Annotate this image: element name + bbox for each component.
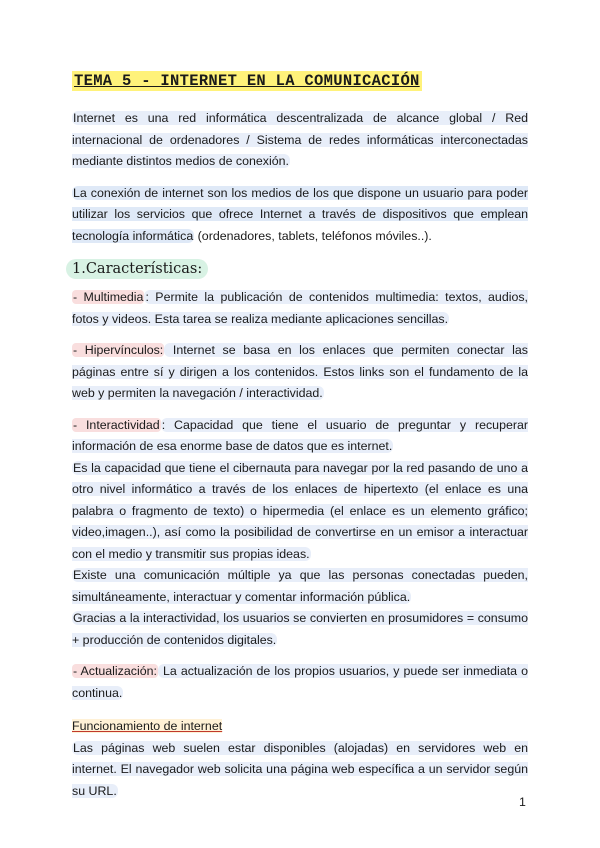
hipervinculos-label: - Hipervínculos: (73, 343, 164, 357)
interactividad-text: : Capacidad que tiene el usuario de preguntar y recuperar información de esa enorme base de datos que es internet. (72, 417, 528, 453)
funcionamiento-text: Las páginas web suelen estar disponibles (alojadas) en servidores web en internet. El navegador web solicita una página web específica a un servidor según su URL. (72, 740, 528, 798)
section-heading-caracteristicas (66, 261, 528, 277)
interactividad-label: - Interactividad (73, 417, 160, 432)
interactividad-paragraph-4 (72, 608, 528, 651)
intro-p2-rest: (ordenadores, tablets, teléfonos móviles..). (194, 228, 432, 243)
multimedia-text: : Permite la publicación de contenidos multimedia: textos, audios, fotos y videos. Esta tarea se realiza mediante aplicaciones sencillas. (72, 290, 528, 326)
interactividad-paragraph-2 (72, 458, 528, 566)
intro-paragraph-1 (72, 108, 528, 173)
multimedia-label: - Multimedia (73, 290, 144, 304)
page-number: 1 (519, 795, 526, 809)
intro-paragraph-2 (72, 183, 528, 248)
hipervinculos-text: Internet se basa en los enlaces que permiten conectar las páginas entre sí y dirigen a los contenidos. Estos links son el fundamento de la web y permiten la navegación / interactividad. (72, 343, 528, 400)
title-text: TEMA 5 - INTERNET EN LA COMUNICACIÓN (74, 72, 420, 90)
page-content (72, 70, 528, 812)
actualizacion-text: La actualización de los propios usuarios, y puede ser inmediata o continua. (72, 664, 528, 700)
intro-p1-text: Internet es una red informática descentralizada de alcance global / Red internacional de ordenadores / Sistema de redes informáticas interconectadas mediante distintos medios de conexión. (72, 111, 528, 168)
funcionamiento-paragraph (72, 738, 528, 803)
interactividad-p3-text: Existe una comunicación múltiple ya que las personas conectadas pueden, simultáneamente, interactuar y comentar información pública. (72, 568, 528, 604)
item-multimedia (72, 287, 528, 330)
interactividad-p4-text: Gracias a la interactividad, los usuarios se convierten en prosumidores = consumo + producción de contenidos digitales. (72, 611, 528, 647)
item-interactividad (72, 415, 528, 458)
funcionamiento-heading-text: Funcionamiento de internet (72, 719, 223, 733)
interactividad-paragraph-3 (72, 565, 528, 608)
item-hipervinculos (72, 340, 528, 405)
actualizacion-label: - Actualización: (73, 664, 157, 678)
interactividad-p2-text: Es la capacidad que tiene el cibernauta para navegar por la red pasando de uno a otro nivel informático a través de los enlaces de hipertexto (el enlace es una palabra o fragmento de texto) o hipermedia (el enlace es un elemento gráfico; video,imagen..), así como la posibilidad de convertirse en un emisor a interactuar con el medio y transmitir sus propias ideas. (72, 460, 528, 561)
document-title (72, 70, 528, 92)
item-actualizacion (72, 661, 528, 704)
section-heading-text: 1.Características: (66, 259, 208, 279)
intro-p2-highlight: La conexión de internet son los medios de los que dispone un usuario para poder utilizar los servicios que ofrece Internet a través de dispositivos que emplean tecnología informática (72, 185, 528, 243)
funcionamiento-heading (72, 716, 528, 738)
